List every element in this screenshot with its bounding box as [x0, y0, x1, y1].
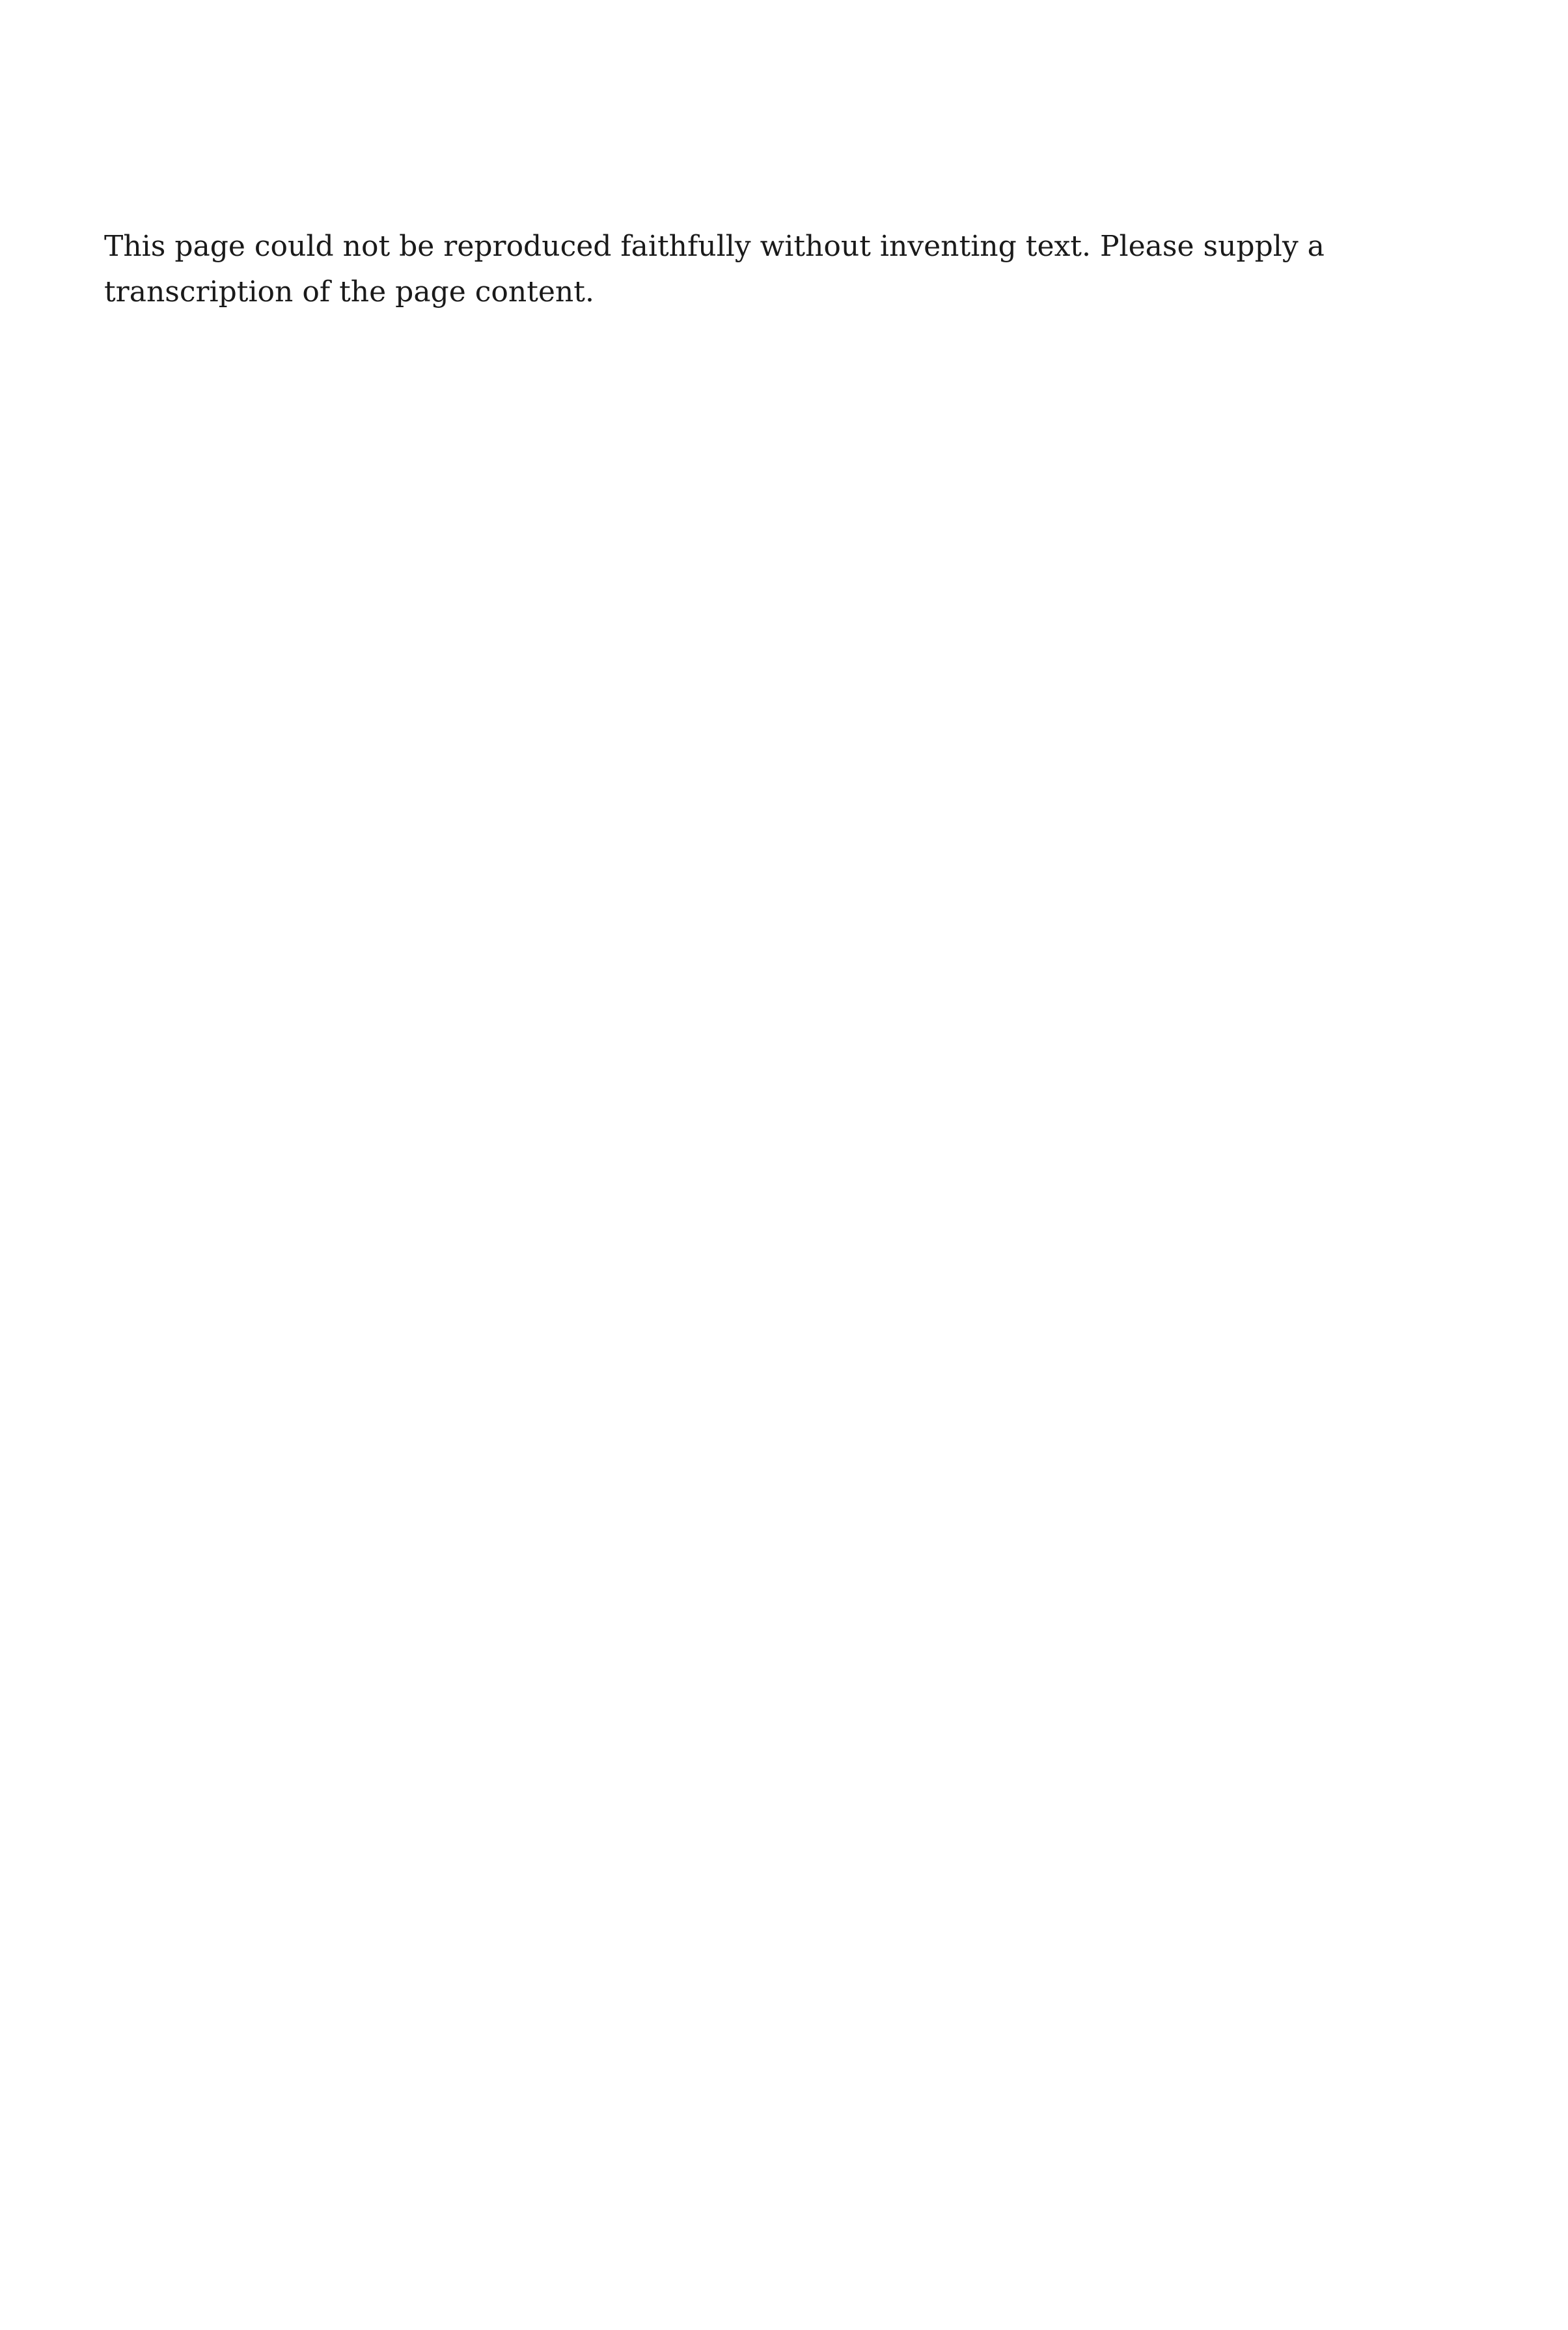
- notice-text: This page could not be reproduced faithfully without inventing text. Please supply a transcription of the page content.: [104, 230, 1325, 309]
